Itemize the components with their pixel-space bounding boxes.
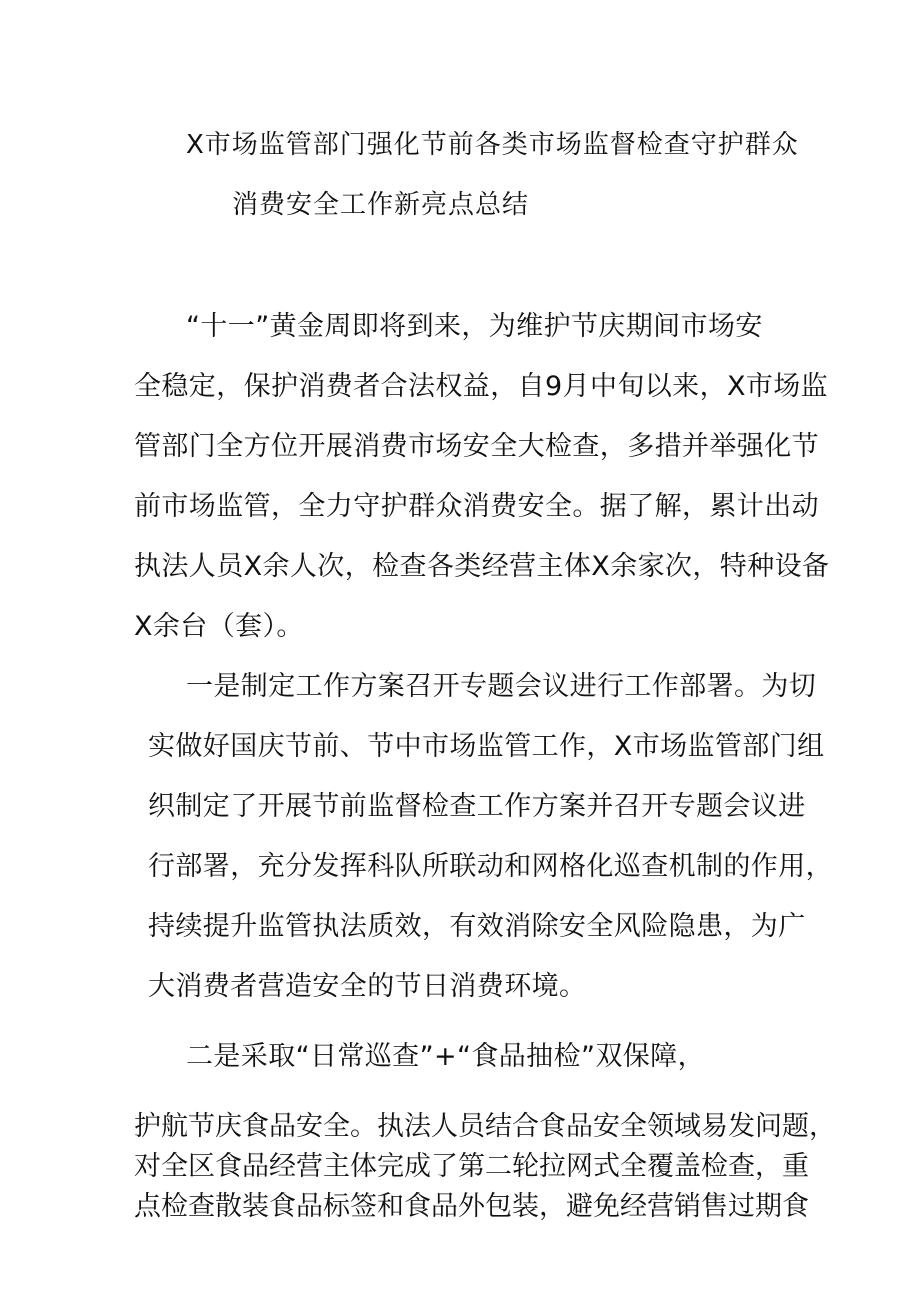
paragraph-line: 前市场监管，全力守护群众消费安全。据了解，累计出动 bbox=[134, 491, 819, 522]
paragraph-line: 点检查散装食品标签和食品外包装，避免经营销售过期食 bbox=[134, 1191, 809, 1222]
paragraph-line: 对全区食品经营主体完成了第二轮拉网式全覆盖检查，重 bbox=[134, 1151, 809, 1182]
paragraph-line: 全稳定，保护消费者合法权益，自9月中旬以来，X市场监 bbox=[134, 371, 829, 402]
paragraph-line: 护航节庆食品安全。执法人员结合食品安全领域易发问题， bbox=[134, 1111, 836, 1142]
paragraph-line: 执法人员X余人次，检查各类经营主体X余家次，特种设备 bbox=[134, 551, 830, 582]
paragraph-line: 一是制定工作方案召开专题会议进行工作部署。为切 bbox=[186, 671, 817, 702]
paragraph-line: 织制定了开展节前监督检查工作方案并召开专题会议进 bbox=[148, 791, 806, 822]
paragraph-line: 管部门全方位开展消费市场安全大检查，多措并举强化节 bbox=[134, 431, 819, 462]
paragraph-line: 持续提升监管执法质效，有效消除安全风险隐患，为广 bbox=[148, 911, 806, 942]
document-title-line-1: X市场监管部门强化节前各类市场监督检查守护群众 bbox=[186, 130, 799, 160]
paragraph-line: 实做好国庆节前、节中市场监管工作，X市场监管部门组 bbox=[148, 731, 825, 762]
paragraph-line: X余台（套）。 bbox=[134, 611, 304, 642]
paragraph-line: 二是采取“日常巡查”+“食品抽检”双保障， bbox=[186, 1041, 705, 1072]
paragraph-line: “十一”黄金周即将到来，为维护节庆期间市场安 bbox=[186, 311, 763, 342]
document-title-line-2: 消费安全工作新亮点总结 bbox=[232, 190, 530, 220]
paragraph-line: 大消费者营造安全的节日消费环境。 bbox=[148, 971, 587, 1002]
paragraph-line: 行部署，充分发挥科队所联动和网格化巡查机制的作用， bbox=[148, 851, 833, 882]
